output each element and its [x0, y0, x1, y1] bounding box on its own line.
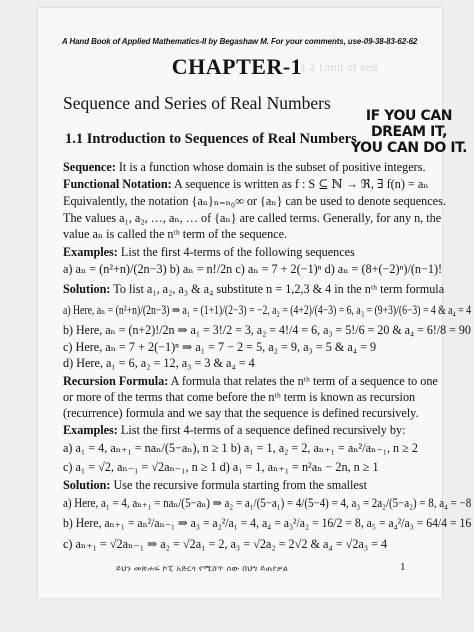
line-text: value aₙ is called the nᵗʰ term of the sequence.	[63, 227, 288, 241]
text-line	[63, 406, 419, 421]
chapter-heading: CHAPTER-1	[171, 54, 303, 79]
chapter-title: Sequence and Series of Real Numbers	[63, 93, 331, 113]
text-line	[63, 323, 471, 338]
line-text: c) a₁ = √2, aₙ₋₁ = √2aₙ₋₁, n ≥ 1 d) a₁ = 1, aₙ₊₁ = n²aₙ − 2n, n ≥ 1	[63, 460, 379, 474]
line-text: d) Here, a₁ = 6, a₂ = 12, a₃ = 3 & a₄ = 4	[63, 356, 255, 370]
motto-line: DREAM IT,	[370, 124, 448, 140]
line-text: Use the recursive formula starting from the smallest	[110, 478, 367, 492]
motto-line: IF YOU CAN	[365, 108, 453, 124]
text-line	[63, 211, 441, 226]
line-text: To list a₁, a₂, a₃ & a₄ substitute n = 1,2,3 & 4 in the nᵗʰ term formula	[110, 282, 445, 296]
line-label: Solution:	[63, 478, 111, 492]
motto-line: YOU CAN DO IT.	[350, 140, 468, 156]
line-text: A formula that relates the nᵗʰ term of a sequence to one	[168, 374, 438, 388]
line-text: a) Here, aₙ = (n²+n)/(2n−3) ⇒ a₁ = (1+1)/(2−3) = −2, a₂ = (4+2)/(4−3) = 6, a₃ = (9+3)/(6−3) = 4 & a₄ = 4	[63, 303, 472, 317]
line-text: List the first 4-terms of a sequence defined recursively by:	[117, 423, 406, 437]
text-line	[63, 303, 471, 318]
text-line	[63, 356, 255, 371]
text-line	[63, 423, 406, 438]
text-line	[63, 537, 387, 552]
line-text: b) Here, aₙ₊₁ = aₙ²/aₙ₋₁ ⇒ a₃ = a₂²/a₁ = 4, a₄ = a₃²/a₂ = 16/2 = 8, a₅ = a₄²/a₃ = 64/4 = 16	[63, 516, 472, 530]
line-label: Examples:	[63, 245, 118, 259]
text-line	[63, 516, 471, 531]
line-text: b) Here, aₙ = (n+2)!/2n ⇒ a₁ = 3!/2 = 3, a₂ = 4!/4 = 6, a₃ = 5!/6 = 20 & a₄ = 6!/8 = 90	[63, 323, 471, 337]
line-text: a) Here, a₁ = 4, aₙ₊₁ = naₙ/(5−aₙ) ⇒ a₂ = a₁/(5−a₁) = 4/(5−4) = 4, a₃ = 2a₂/(5−a₂) = 8, a₄ = −8	[63, 496, 472, 510]
text-line	[63, 227, 287, 242]
line-text: List the first 4-terms of the following sequences	[117, 245, 355, 259]
text-line	[63, 390, 415, 405]
line-text: (recurrence) formula and we say that the sequence is defined recursively.	[63, 406, 419, 420]
text-line	[63, 478, 367, 493]
line-text: A sequence is written as f : S ⊆ ℕ → ℜ, ∃ f(n) = aₙ	[171, 177, 429, 191]
motto-overlay	[350, 108, 468, 156]
line-label: Examples:	[63, 423, 118, 437]
line-text: c) Here, aₙ = 7 + 2(−1)ⁿ ⇒ a₁ = 7 − 2 = 5, a₂ = 9, a₃ = 5 & a₄ = 9	[63, 340, 377, 354]
text-line	[63, 177, 429, 192]
line-text: The values a₁, a₂, …, aₙ, … of {aₙ} are called terms. Generally, for any n, the	[63, 211, 442, 225]
line-text: c) aₙ₊₁ = √2aₙ₋₁ ⇒ a₂ = √2a₁ = 2, a₃ = √2a₂ = 2√2 & a₄ = √2a₃ = 4	[63, 537, 388, 551]
text-line	[63, 496, 471, 511]
section-heading: 1.1 Introduction to Sequences of Real Numbers	[65, 131, 357, 147]
text-line	[63, 441, 418, 456]
line-label: Solution:	[63, 282, 111, 296]
text-line	[63, 282, 444, 297]
text-line	[63, 194, 446, 209]
line-text: or more of the terms that come before the nᵗʰ term is known as recursion	[63, 390, 416, 404]
text-line	[63, 460, 379, 475]
text-line	[63, 340, 376, 355]
running-header: A Hand Book of Applied Mathematics-II by Begashaw M. For your comments, use-09-38-83-62-62	[62, 36, 418, 46]
text-line	[63, 374, 438, 389]
page-number: 1	[400, 561, 406, 573]
line-text: a) a₁ = 4, aₙ₊₁ = naₙ/(5−aₙ), n ≥ 1 b) a₁ = 1, a₂ = 2, aₙ₊₁ = aₙ²/aₙ₋₁, n ≥ 2	[63, 441, 419, 455]
line-text: It is a function whose domain is the subset of positive integers.	[115, 160, 426, 174]
text-line	[63, 160, 426, 175]
line-label: Sequence:	[63, 160, 116, 174]
text-line	[63, 245, 355, 260]
footer-note: ይህን መጽሐፍ ኮፒ አድርጎ የሚሸጥ ሰው በህግ ይጠየቃል	[116, 564, 289, 573]
line-text: a) aₙ = (n²+n)/(2n−3) b) aₙ = n!/2n c) aₙ = 7 + 2(−1)ⁿ d) aₙ = (8+(−2)ⁿ)/(n−1)!	[63, 262, 443, 276]
line-label: Recursion Formula:	[63, 374, 169, 388]
line-label: Functional Notation:	[63, 177, 172, 191]
text-line	[63, 262, 442, 277]
watermark: 1.2 Limit of seq	[300, 63, 378, 74]
line-text: Equivalently, the notation {aₙ}ₙ₌ₙ₀∞ or {aₙ} can be used to denote sequences.	[63, 194, 446, 208]
